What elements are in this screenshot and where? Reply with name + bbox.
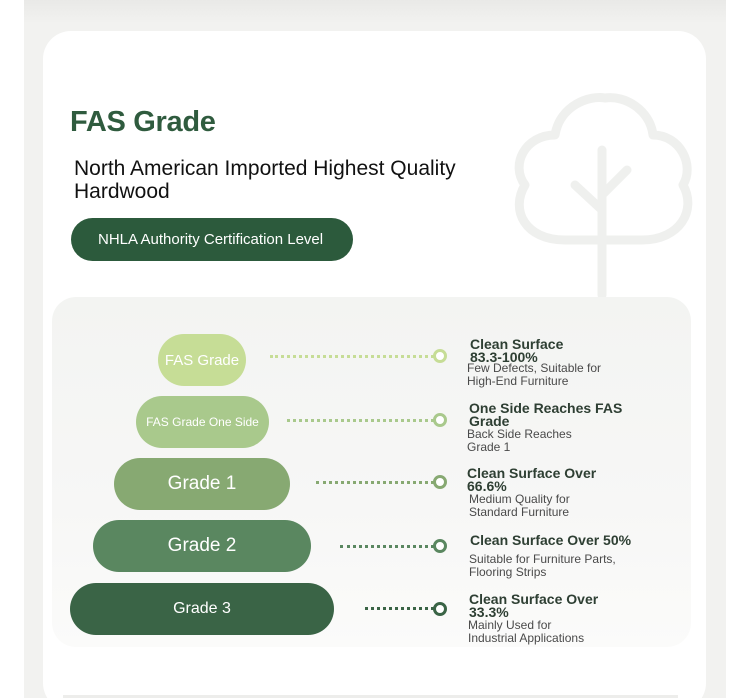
tier-label: FAS Grade: [164, 351, 240, 369]
tier-description: Suitable for Furniture Parts, Flooring Strips: [469, 552, 616, 579]
tier-label: Grade 1: [167, 473, 237, 494]
tier-heading: Clean Surface Over 50%: [470, 532, 632, 548]
certification-badge: NHLA Authority Certification Level: [71, 218, 353, 261]
tier-description: Few Defects, Suitable for High-End Furniture: [467, 361, 602, 388]
tier-marker: [433, 539, 447, 553]
tier-marker: [433, 475, 447, 489]
page-subtitle: North American Imported Highest Quality Hardwood: [74, 157, 456, 203]
tier-heading: Clean Surface Over 66.6%: [467, 465, 597, 494]
tier-info-fas: [467, 338, 637, 388]
tier-marker: [433, 602, 447, 616]
tier-description: Medium Quality for Standard Furniture: [469, 492, 570, 519]
tier-info-grade-1: [467, 467, 637, 519]
tier-connector: [365, 607, 434, 610]
tier-pill-fas-one-side: [136, 396, 269, 448]
tier-info-grade-3: [468, 593, 638, 645]
tier-marker: [433, 349, 447, 363]
tier-connector: [287, 419, 434, 422]
tier-pill-grade-2: [93, 520, 311, 572]
tier-label: FAS Grade One Side: [146, 415, 259, 429]
tier-pill-fas: [158, 334, 246, 386]
page-title: FAS Grade: [70, 106, 216, 138]
tier-pill-grade-1: [114, 458, 290, 510]
tier-description: Back Side Reaches Grade 1: [467, 427, 572, 454]
tier-pill-grade-3: [70, 583, 334, 635]
tier-connector: [270, 355, 434, 358]
tree-icon: [505, 90, 700, 300]
tier-heading: One Side Reaches FAS Grade: [469, 400, 623, 429]
tier-connector: [340, 545, 434, 548]
tier-label: Grade 2: [167, 535, 237, 556]
tier-label: Grade 3: [173, 600, 231, 617]
tier-info-grade-2: [469, 534, 649, 579]
tier-description: Mainly Used for Industrial Applications: [468, 618, 585, 645]
tier-marker: [433, 413, 447, 427]
tier-heading: Clean Surface Over 33.3%: [469, 591, 599, 620]
tier-heading: Clean Surface 83.3-100%: [470, 336, 564, 365]
tier-info-fas-one-side: [467, 402, 637, 454]
tier-connector: [316, 481, 434, 484]
